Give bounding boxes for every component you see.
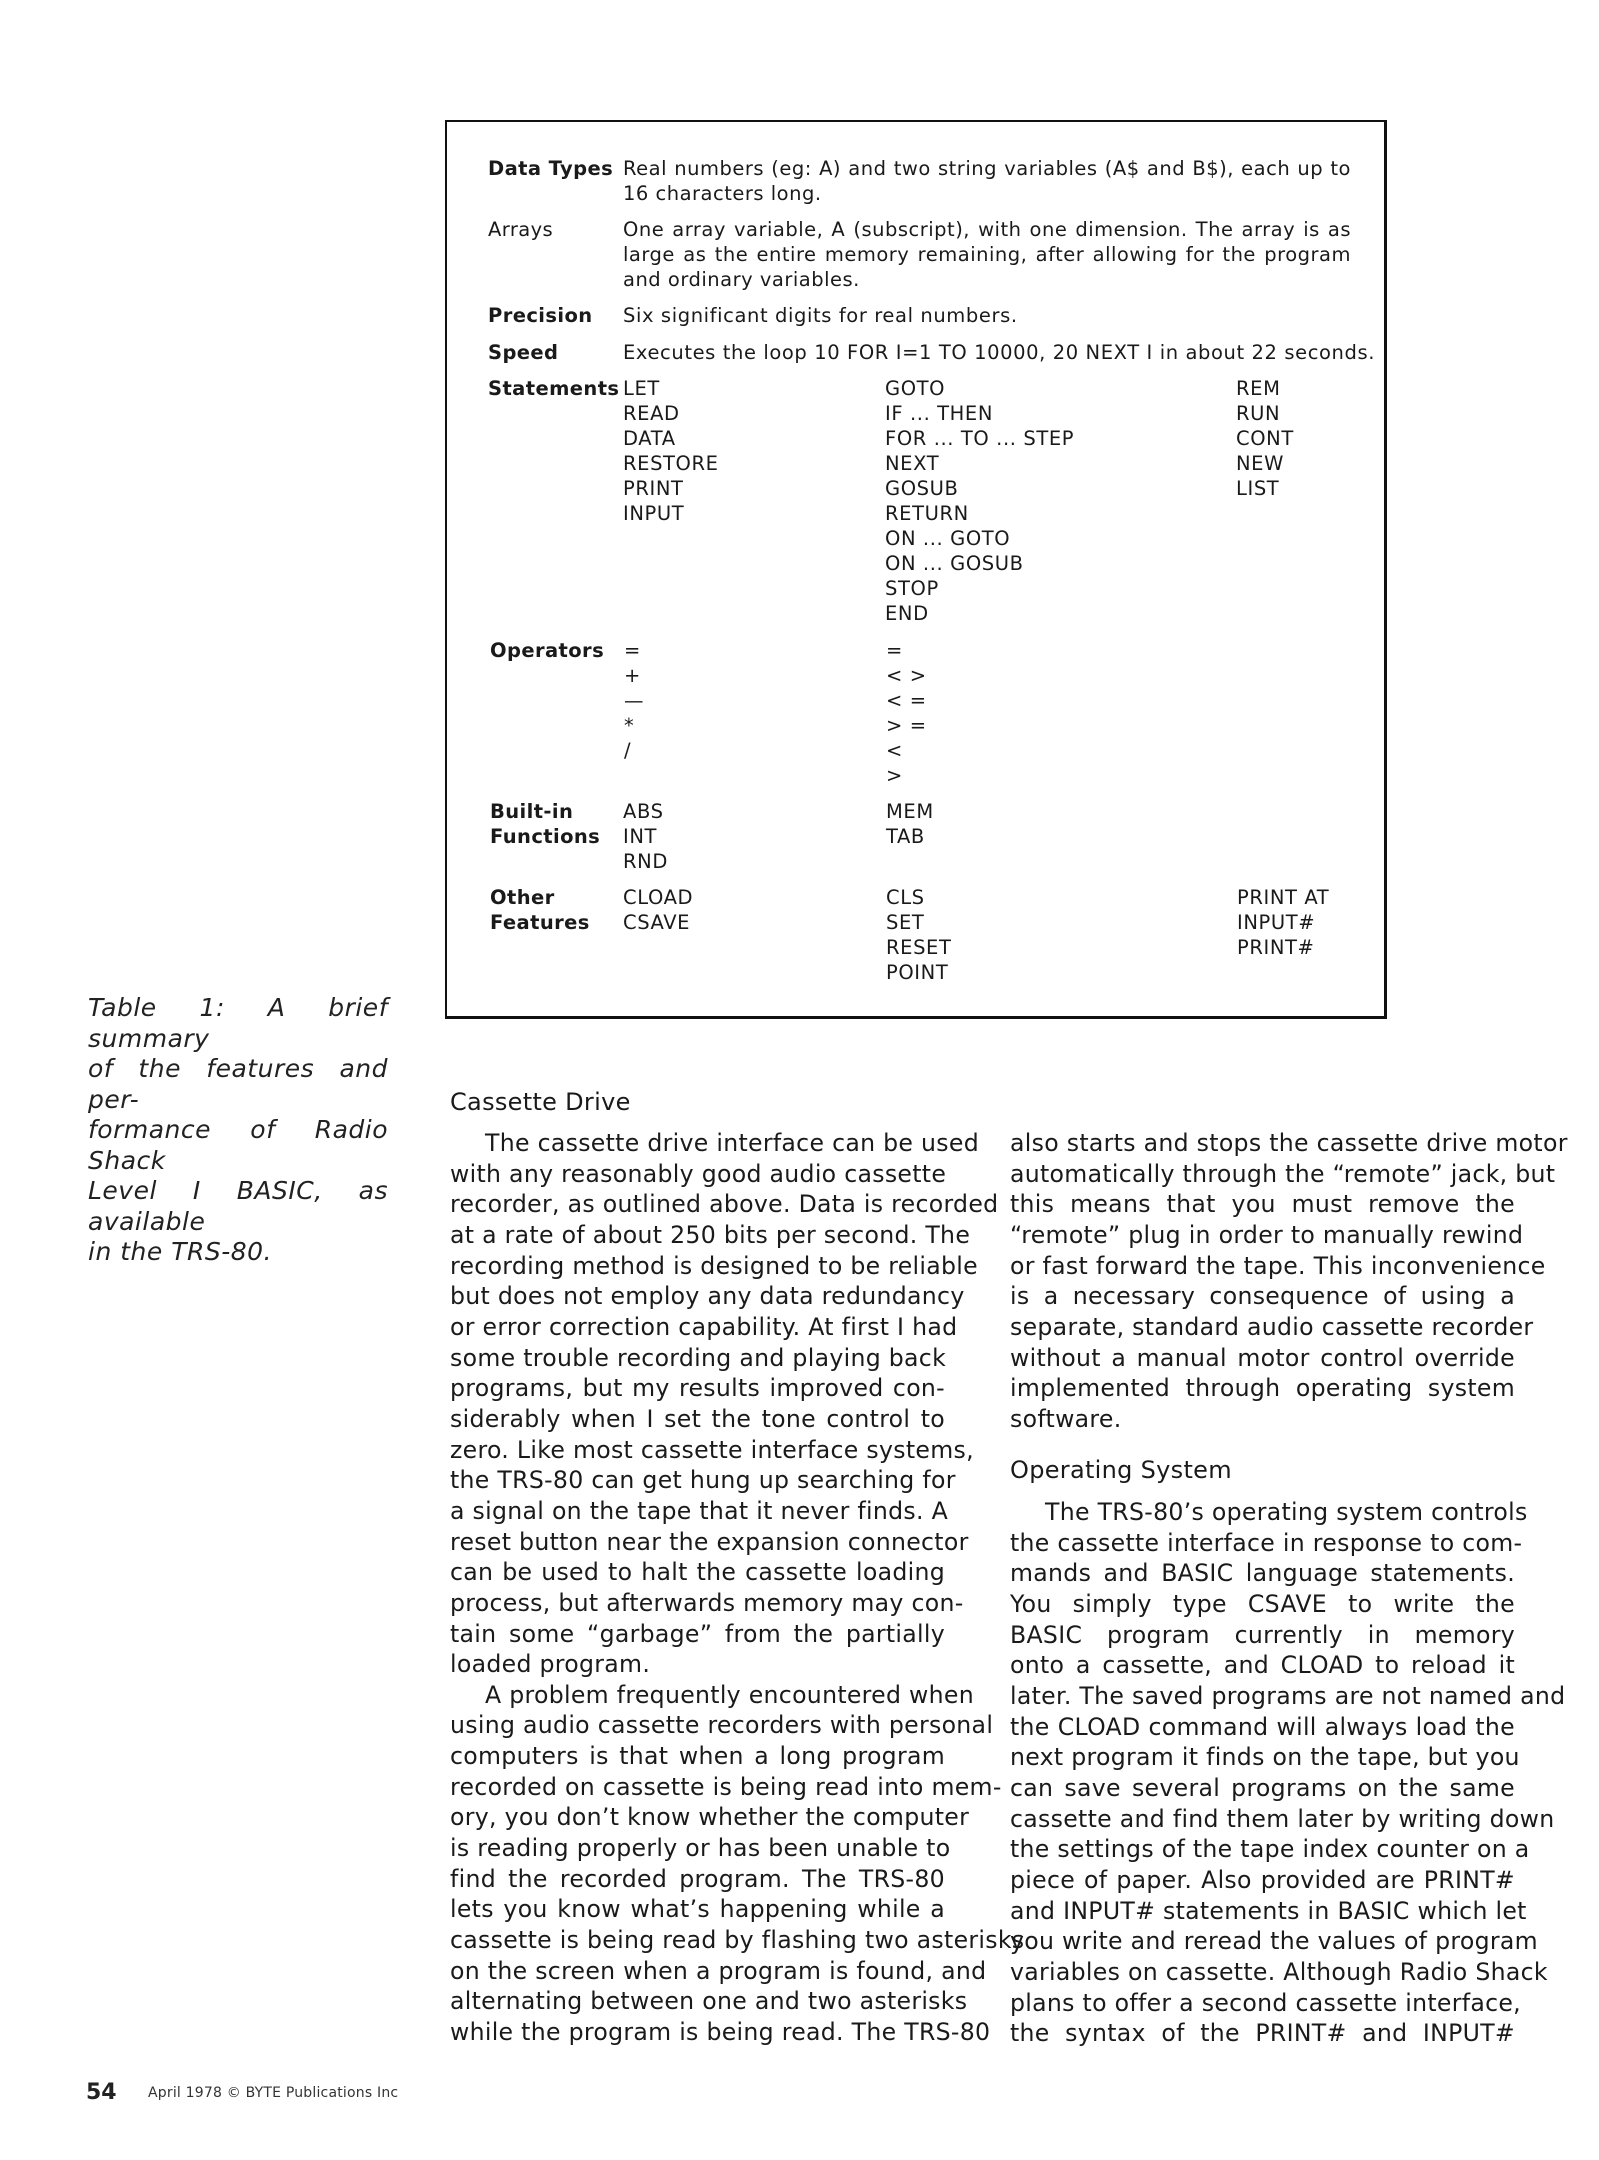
section-heading-cassette-drive: Cassette Drive [450, 1088, 631, 1116]
operator-item: — [624, 689, 645, 712]
row-desc-arrays [623, 217, 1351, 292]
text-line: this means that you must remove the [1010, 1190, 1515, 1219]
operators-col1 [624, 638, 644, 763]
desc-line: Real numbers (eg: A) and two string variables (A$ and B$), each up to [623, 157, 1351, 180]
text-line: separate, standard audio cassette recorder [1010, 1312, 1534, 1341]
caption-line: of the features and per- [88, 1054, 388, 1114]
text-line: also starts and stops the cassette drive motor [1010, 1129, 1568, 1157]
statement-item: IF ... THEN [885, 402, 994, 425]
builtin-col1 [623, 799, 668, 874]
statement-item: LET [623, 377, 660, 400]
text-line: or fast forward the tape. This inconvenience [1010, 1251, 1546, 1280]
text-line: alternating between one and two asterisks [450, 1987, 968, 2016]
text-line: cassette and find them later by writing down [1010, 1804, 1555, 1833]
text-line: recorded on cassette is being read into mem- [450, 1772, 1002, 1801]
statement-item: ON ... GOTO [885, 527, 1011, 550]
operator-item: < [886, 739, 903, 762]
statement-item: PRINT [623, 477, 684, 500]
label-line: Other [490, 886, 555, 909]
row-label-builtin-functions [490, 799, 600, 849]
feature-item: INPUT# [1237, 911, 1316, 934]
statements-col2 [885, 376, 1074, 626]
operator-item: > [886, 764, 903, 787]
text-line: process, but afterwards memory may con- [450, 1588, 964, 1617]
text-line: the cassette interface in response to com- [1010, 1528, 1523, 1557]
text-line: can save several programs on the same [1010, 1773, 1515, 1802]
function-item: RND [623, 850, 668, 873]
other-col2 [886, 885, 951, 985]
text-line: onto a cassette, and CLOAD to reload it [1010, 1651, 1515, 1680]
article-column-2-operating-system [1010, 1497, 1566, 2049]
text-line: programs, but my results improved con- [450, 1374, 945, 1403]
text-line: can be used to halt the cassette loading [450, 1558, 945, 1587]
statement-item: INPUT [623, 502, 685, 525]
operator-item: > = [886, 714, 927, 737]
statements-col3 [1236, 376, 1294, 501]
article-column-2-continued [1010, 1128, 1568, 1435]
desc-line: and ordinary variables. [623, 268, 860, 291]
feature-item: CLOAD [623, 886, 694, 909]
text-line: zero. Like most cassette interface systems, [450, 1435, 974, 1464]
statement-item: CONT [1236, 427, 1294, 450]
statement-item: RESTORE [623, 452, 719, 475]
statement-item: RUN [1236, 402, 1281, 425]
function-item: ABS [623, 800, 664, 823]
text-line: is a necessary consequence of using a [1010, 1282, 1515, 1311]
text-line: A problem frequently encountered when [485, 1680, 974, 1709]
desc-line: One array variable, A (subscript), with one dimension. The array is as [623, 218, 1351, 241]
text-line: software. [1010, 1404, 1122, 1433]
text-line: is reading properly or has been unable to [450, 1834, 951, 1863]
row-label-other-features [490, 885, 590, 935]
text-line: automatically through the “remote” jack, but [1010, 1159, 1556, 1188]
footer-credit: April 1978 © BYTE Publications Inc [148, 2085, 399, 2101]
text-line: later. The saved programs are not named and [1010, 1681, 1566, 1710]
statement-item: REM [1236, 377, 1281, 400]
text-line: the CLOAD command will always load the [1010, 1712, 1515, 1741]
caption-line: Table 1: A brief summary [88, 993, 388, 1053]
statements-col1 [623, 376, 719, 526]
row-label-operators: Operators [490, 639, 605, 662]
page-number: 54 [86, 2080, 117, 2105]
text-line: The TRS-80’s operating system controls [1045, 1498, 1528, 1526]
text-line: some trouble recording and playing back [450, 1343, 947, 1372]
statement-item: ON ... GOSUB [885, 552, 1024, 575]
feature-item: CSAVE [623, 911, 691, 934]
feature-item: RESET [886, 936, 952, 959]
text-line: BASIC program currently in memory [1010, 1620, 1515, 1649]
text-line: and INPUT# statements in BASIC which let [1010, 1896, 1527, 1925]
text-line: find the recorded program. The TRS-80 [450, 1864, 945, 1893]
statement-item: READ [623, 402, 680, 425]
text-line: computers is that when a long program [450, 1742, 945, 1771]
text-line: “remote” plug in order to manually rewind [1010, 1220, 1524, 1249]
statement-item: STOP [885, 577, 939, 600]
text-line: the syntax of the PRINT# and INPUT# [1010, 2019, 1515, 2048]
text-line: a signal on the tape that it never finds. A [450, 1496, 949, 1525]
text-line: piece of paper. Also provided are PRINT# [1010, 1865, 1515, 1894]
text-line: without a manual motor control override [1010, 1343, 1515, 1372]
text-line: the settings of the tape index counter on a [1010, 1835, 1530, 1864]
text-line: on the screen when a program is found, and [450, 1956, 987, 1985]
row-label-speed: Speed [488, 341, 559, 364]
text-line: mands and BASIC language statements. [1010, 1559, 1515, 1588]
caption-line: formance of Radio Shack [88, 1115, 388, 1175]
text-line: plans to offer a second cassette interface, [1010, 1988, 1521, 2017]
desc-line: 16 characters long. [623, 182, 822, 205]
statement-item: NEXT [885, 452, 940, 475]
label-line: Built-in [490, 800, 574, 823]
text-line: recorder, as outlined above. Data is recorded [450, 1190, 999, 1219]
operator-item: + [624, 664, 641, 687]
label-line: Features [490, 911, 590, 934]
text-line: using audio cassette recorders with personal [450, 1711, 994, 1740]
builtin-col2 [886, 799, 934, 849]
caption-line: Level I BASIC, as available [88, 1176, 388, 1236]
text-line: you write and reread the values of program [1010, 1927, 1538, 1956]
row-desc-precision: Six significant digits for real numbers. [623, 304, 1018, 327]
caption-line: in the TRS-80. [88, 1237, 273, 1266]
feature-item: POINT [886, 961, 949, 984]
feature-item: PRINT AT [1237, 886, 1330, 909]
row-label-statements: Statements [488, 377, 620, 400]
text-line: tain some “garbage” from the partially [450, 1619, 945, 1648]
row-desc-data-types [623, 156, 1351, 206]
text-line: variables on cassette. Although Radio Shack [1010, 1957, 1548, 1986]
operator-item: = [886, 639, 903, 662]
label-line: Functions [490, 825, 601, 848]
text-line: implemented through operating system [1010, 1374, 1515, 1403]
text-line: reset button near the expansion connector [450, 1527, 969, 1556]
row-label-arrays: Arrays [488, 218, 554, 241]
operator-item: * [624, 714, 635, 737]
statement-item: GOSUB [885, 477, 959, 500]
text-line: or error correction capability. At first I had [450, 1312, 958, 1341]
text-line: siderably when I set the tone control to [450, 1404, 945, 1433]
operator-item: < > [886, 664, 927, 687]
operators-col2 [886, 638, 927, 788]
text-line: recording method is designed to be reliable [450, 1251, 978, 1280]
text-line: while the program is being read. The TRS-80 [450, 2018, 991, 2047]
article-column-1 [450, 1128, 1025, 2048]
statement-item: END [885, 602, 929, 625]
text-line: but does not employ any data redundancy [450, 1282, 965, 1311]
function-item: TAB [886, 825, 925, 848]
statement-item: FOR ... TO ... STEP [885, 427, 1075, 450]
statement-item: NEW [1236, 452, 1284, 475]
operator-item: = [624, 639, 641, 662]
feature-item: CLS [886, 886, 925, 909]
text-line: The cassette drive interface can be used [485, 1129, 979, 1157]
text-line: loaded program. [450, 1650, 651, 1679]
text-line: lets you know what’s happening while a [450, 1895, 945, 1924]
desc-line: large as the entire memory remaining, after allowing for the program [623, 243, 1351, 266]
text-line: You simply type CSAVE to write the [1010, 1589, 1515, 1618]
other-col1 [623, 885, 693, 935]
function-item: MEM [886, 800, 934, 823]
text-line: cassette is being read by flashing two asterisks [450, 1926, 1025, 1955]
text-line: next program it finds on the tape, but you [1010, 1743, 1520, 1772]
table-caption [88, 993, 388, 1268]
text-line: the TRS-80 can get hung up searching for [450, 1466, 956, 1495]
text-line: at a rate of about 250 bits per second. The [450, 1220, 971, 1249]
feature-item: PRINT# [1237, 936, 1315, 959]
feature-item: SET [886, 911, 925, 934]
row-desc-speed: Executes the loop 10 FOR I=1 TO 10000, 20 NEXT I in about 22 seconds. [623, 341, 1376, 364]
text-line: with any reasonably good audio cassette [450, 1159, 947, 1188]
function-item: INT [623, 825, 658, 848]
section-heading-operating-system: Operating System [1010, 1456, 1232, 1484]
statement-item: DATA [623, 427, 676, 450]
statement-item: RETURN [885, 502, 969, 525]
statement-item: GOTO [885, 377, 946, 400]
statement-item: LIST [1236, 477, 1280, 500]
text-line: ory, you don’t know whether the computer [450, 1803, 970, 1832]
row-label-precision: Precision [488, 304, 593, 327]
operator-item: < = [886, 689, 927, 712]
row-label-data-types: Data Types [488, 157, 614, 180]
other-col3 [1237, 885, 1329, 960]
operator-item: / [624, 739, 632, 762]
